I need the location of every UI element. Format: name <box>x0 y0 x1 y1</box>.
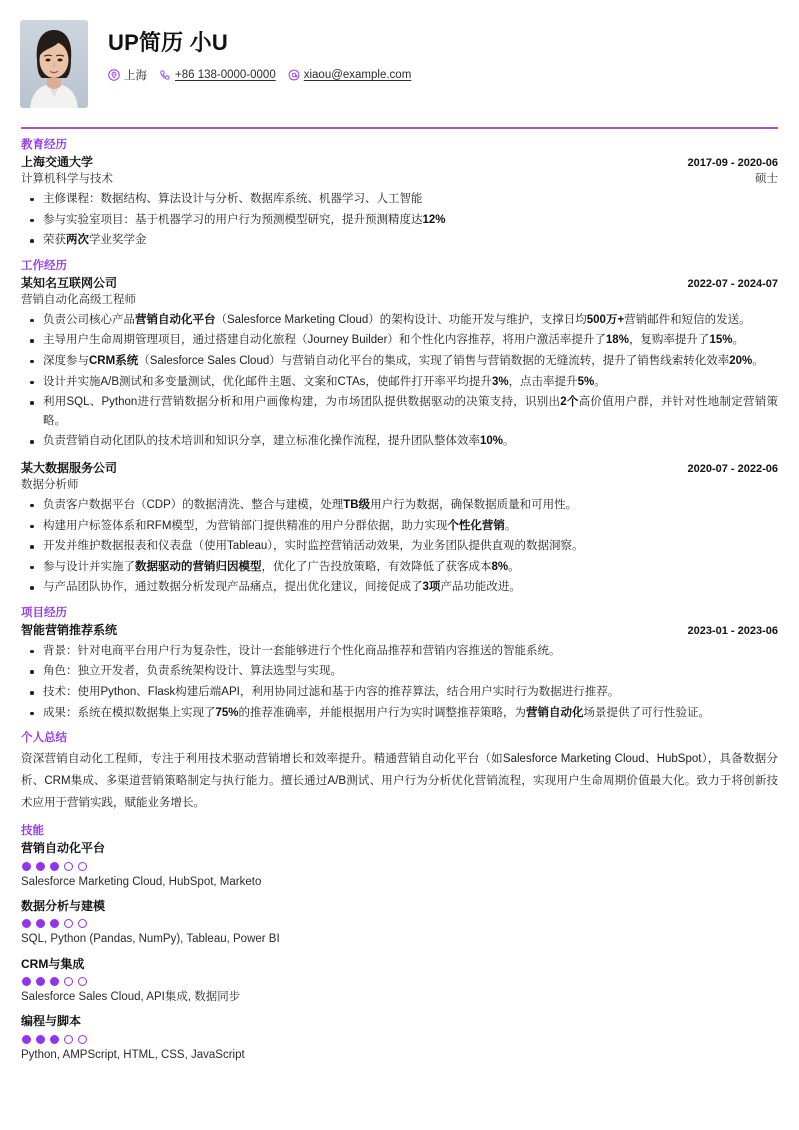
resume-header <box>13 14 786 108</box>
bullet-item: 参与设计并实施了数据驱动的营销归因模型，优化了广告投放策略，有效降低了获客成本8%。 <box>21 558 778 577</box>
phone-icon <box>159 69 171 81</box>
bullet-item: 负责客户数据平台（CDP）的数据清洗、整合与建模，处理TB级用户行为数据，确保数据质量和可用性。 <box>21 496 778 515</box>
avatar <box>20 20 88 108</box>
skill-block <box>21 898 778 949</box>
education-degree: 硕士 <box>755 172 778 185</box>
skill-name: 营销自动化平台 <box>21 841 106 856</box>
skills-list <box>21 840 778 1064</box>
contact-email[interactable] <box>288 69 412 81</box>
skill-items: Salesforce Sales Cloud, API集成, 数据同步 <box>21 991 241 1004</box>
skill-dot-empty <box>78 1035 87 1044</box>
skill-dot-filled <box>50 862 59 871</box>
contact-location <box>108 67 147 83</box>
skill-dot-filled <box>36 977 45 986</box>
skill-name: 编程与脚本 <box>21 1014 82 1029</box>
contact-email-text[interactable]: xiaou@example.com <box>303 69 412 82</box>
bullet-item: 与产品团队协作，通过数据分析发现产品痛点，提出优化建议，间接促成了3项产品功能改进。 <box>21 578 778 597</box>
skill-block <box>21 956 778 1007</box>
skill-dot-filled <box>22 1035 31 1044</box>
bullet-item: 主导用户生命周期管理项目，通过搭建自动化旅程（Journey Builder）和个性化内容推荐，将用户激活率提升了18%，复购率提升了15%。 <box>21 331 778 350</box>
skill-level-dots <box>22 977 778 986</box>
section-title-education: 教育经历 <box>21 139 67 151</box>
work-bullets <box>21 496 778 597</box>
skill-dot-empty <box>64 1035 73 1044</box>
skill-dot-filled <box>36 919 45 928</box>
skill-dot-empty <box>78 862 87 871</box>
education-entry <box>21 154 778 250</box>
work-dates: 2022-07 - 2024-07 <box>687 277 778 290</box>
section-title-summary: 个人总结 <box>21 732 67 745</box>
header-divider <box>21 127 778 129</box>
section-title-projects: 项目经历 <box>21 607 67 620</box>
skill-name: CRM与集成 <box>21 956 85 971</box>
bullet-item: 荣获两次学业奖学金 <box>21 231 778 250</box>
bullet-item: 深度参与CRM系统（Salesforce Sales Cloud）与营销自动化平台的集成，实现了销售与营销数据的无缝流转，提升了销售线索转化效率20%。 <box>21 352 778 371</box>
bullet-item: 负责公司核心产品营销自动化平台（Salesforce Marketing Cloud）的架构设计、功能开发与维护，支撑日均500万+营销邮件和短信的发送。 <box>21 311 778 330</box>
work-entry <box>21 460 778 597</box>
section-title-skills: 技能 <box>21 824 44 837</box>
work-entry <box>21 275 778 451</box>
bullet-item: 设计并实施A/B测试和多变量测试，优化邮件主题、文案和CTAs，使邮件打开率平均提升3%，点击率提升5%。 <box>21 373 778 392</box>
identity-block <box>108 20 417 83</box>
skill-dot-filled <box>50 1035 59 1044</box>
skill-dot-filled <box>50 977 59 986</box>
skill-items: SQL, Python (Pandas, NumPy), Tableau, Power BI <box>21 933 280 946</box>
skill-items: Salesforce Marketing Cloud, HubSpot, Marketo <box>21 875 262 888</box>
skill-dot-empty <box>78 919 87 928</box>
project-dates: 2023-01 - 2023-06 <box>687 625 778 637</box>
contact-row <box>108 67 417 83</box>
page-title: UP简历 小U <box>108 30 228 55</box>
work-role: 数据分析师 <box>21 478 79 491</box>
email-at-icon <box>288 69 300 81</box>
skill-level-dots <box>22 919 778 928</box>
skill-level-dots <box>22 1035 778 1044</box>
bullet-item: 主修课程：数据结构、算法设计与分析、数据库系统、机器学习、人工智能 <box>21 190 778 209</box>
contact-phone-text[interactable]: +86 138-0000-0000 <box>175 69 276 82</box>
section-skills <box>13 824 786 1065</box>
bullet-item: 负责营销自动化团队的技术培训和知识分享，建立标准化操作流程，提升团队整体效率10%。 <box>21 432 778 451</box>
skill-block <box>21 840 778 891</box>
education-major: 计算机科学与技术 <box>21 172 113 185</box>
skill-dot-filled <box>22 919 31 928</box>
education-dates: 2017-09 - 2020-06 <box>687 156 778 169</box>
work-dates: 2020-07 - 2022-06 <box>687 463 778 475</box>
bullet-item: 角色：独立开发者，负责系统架构设计、算法选型与实现。 <box>21 662 778 681</box>
skill-block <box>21 1013 778 1064</box>
work-bullets <box>21 311 778 451</box>
bullet-item: 参与实验室项目：基于机器学习的用户行为预测模型研究，提升预测精度达12% <box>21 211 778 230</box>
summary-text: 资深营销自动化工程师，专注于利用技术驱动营销增长和效率提升。精通营销自动化平台（如Salesforce Marketing Cloud、HubSpot），具备数据分析、CRM集成、多渠道营销策略制定与执行能力。擅长通过A/B测试、用户行为分析优化营销流程，实现用户生命周期价值最大化。致力于将创新技术应用于营销实践，赋能业务增长。 <box>21 753 778 810</box>
contact-location-text: 上海 <box>124 70 147 83</box>
contact-phone[interactable] <box>159 69 276 81</box>
project-bullets <box>21 642 778 723</box>
bullet-item: 构建用户标签体系和RFM模型，为营销部门提供精准的用户分群依据，助力实现个性化营销。 <box>21 517 778 536</box>
skill-dot-filled <box>36 1035 45 1044</box>
skill-level-dots <box>22 862 778 871</box>
bullet-item: 成果：系统在模拟数据集上实现了75%的推荐准确率，并能根据用户行为实时调整推荐策略，为营销自动化场景提供了可行性验证。 <box>21 704 778 723</box>
skill-dot-empty <box>64 862 73 871</box>
bullet-item: 开发并维护数据报表和仪表盘（使用Tableau），实时监控营销活动效果，为业务团队提供直观的数据洞察。 <box>21 537 778 556</box>
project-name: 智能营销推荐系统 <box>21 623 118 637</box>
skill-dot-filled <box>50 919 59 928</box>
skill-dot-empty <box>64 977 73 986</box>
skill-dot-filled <box>22 862 31 871</box>
skill-name: 数据分析与建模 <box>21 899 106 914</box>
section-title-work: 工作经历 <box>21 259 67 272</box>
work-org: 某大数据服务公司 <box>21 461 118 475</box>
location-pin-icon <box>108 69 120 81</box>
section-work <box>13 259 786 597</box>
skill-dot-empty <box>64 919 73 928</box>
skill-dot-filled <box>36 862 45 871</box>
bullet-item: 技术：使用Python、Flask构建后端API，利用协同过滤和基于内容的推荐算法，结合用户实时行为数据进行推荐。 <box>21 683 778 702</box>
section-education <box>13 138 786 250</box>
skill-dot-filled <box>22 977 31 986</box>
work-org: 某知名互联网公司 <box>21 275 118 290</box>
bullet-item: 背景：针对电商平台用户行为复杂性，设计一套能够进行个性化商品推荐和营销内容推送的智能系统。 <box>21 642 778 661</box>
skill-items: Python, AMPScript, HTML, CSS, JavaScript <box>21 1048 245 1061</box>
education-org: 上海交通大学 <box>21 154 94 169</box>
project-entry <box>21 622 778 722</box>
section-summary <box>13 731 786 814</box>
section-projects <box>13 606 786 722</box>
work-role: 营销自动化高级工程师 <box>21 293 136 306</box>
education-bullets <box>21 190 778 250</box>
bullet-item: 利用SQL、Python进行营销数据分析和用户画像构建，为市场团队提供数据驱动的决策支持，识别出2个高价值用户群，并针对性地制定营销策略。 <box>21 393 778 430</box>
skill-dot-empty <box>78 977 87 986</box>
